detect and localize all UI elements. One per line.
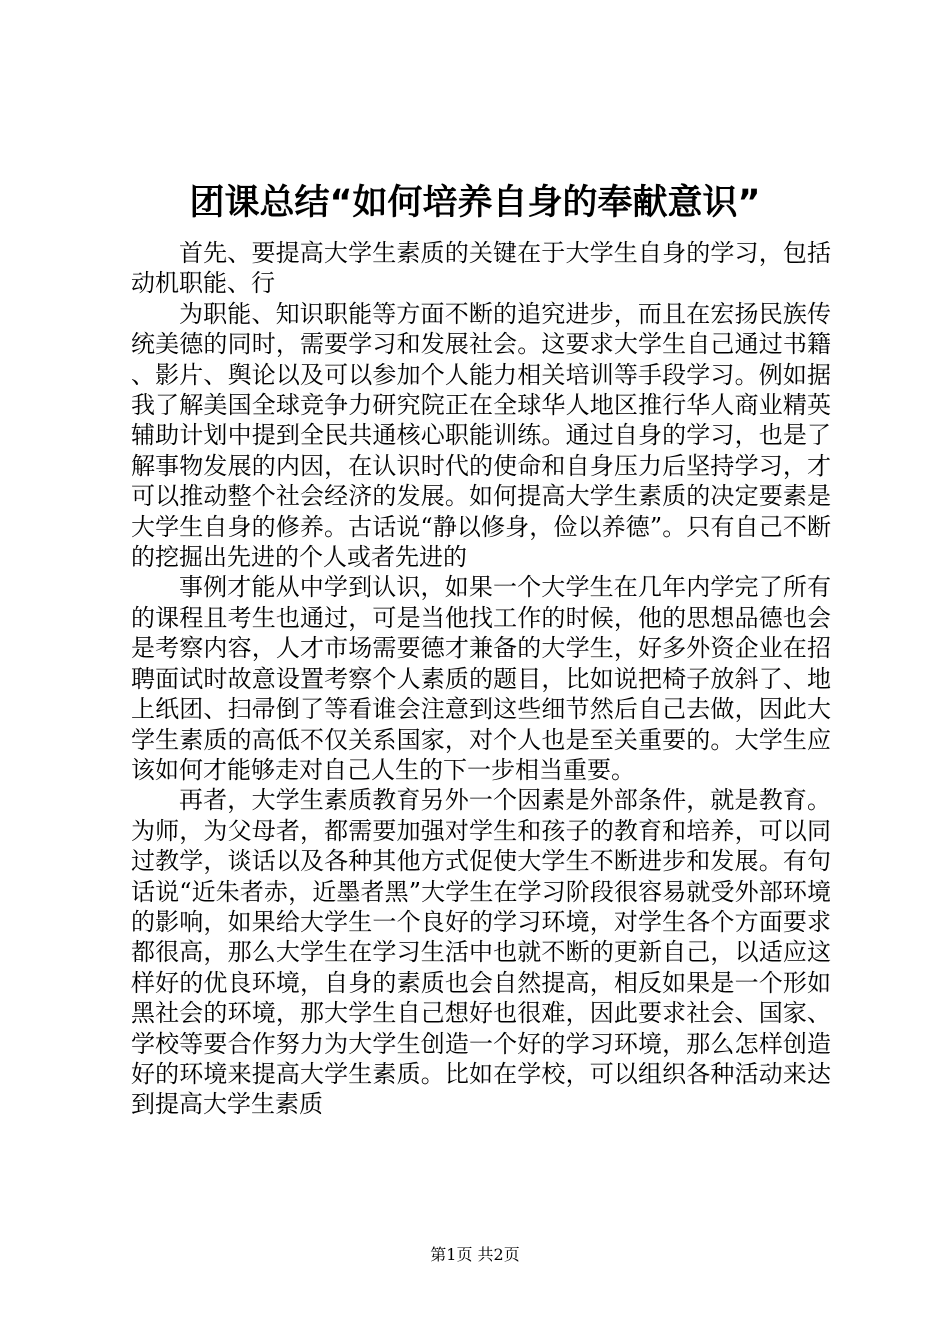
document-body bbox=[131, 238, 831, 1120]
document-title: 团课总结“如何培养自身的奉献意识” bbox=[189, 183, 761, 223]
page-footer: 第1页 共2页 bbox=[430, 1245, 520, 1264]
paragraph-4: 再者，大学生素质教育另外一个因素是外部条件，就是教育。为师，为父母者，都需要加强对学生和孩子的教育和培养，可以同过教学，谈话以及各种其他方式促使大学生不断进步和发展。有句话说“近朱者赤，近墨者黑”大学生在学习阶段很容易就受外部环境的影响，如果给大学生一个良好的学习环境，对学生各个方面要求都很高，那么大学生在学习生活中也就不断的更新自己，以适应这样好的优良环境，自身的素质也会自然提高，相反如果是一个形如黑社会的环境，那大学生自己想好也很难，因此要求社会、国家、学校等要合作努力为大学生创造一个好的学习环境，那么怎样创造好的环境来提高大学生素质。比如在学校，可以组织各种活动来达到提高大学生素质 bbox=[131, 786, 831, 1119]
paragraph-1: 首先、要提高大学生素质的关键在于大学生自身的学习，包括动机职能、行 bbox=[131, 239, 831, 298]
paragraph-2: 为职能、知识职能等方面不断的追究进步，而且在宏扬民族传统美德的同时，需要学习和发展社会。这要求大学生自己通过书籍、影片、舆论以及可以参加个人能力相关培训等手段学习。例如据我了解美国全球竞争力研究院正在全球华人地区推行华人商业精英辅助计划中提到全民共通核心职能训练。通过自身的学习，也是了解事物发展的内因，在认识时代的使命和自身压力后坚持学习，才可以推动整个社会经济的发展。如何提高大学生素质的决定要素是大学生自身的修养。古话说“静以修身，俭以养德”。只有自己不断的挖掘出先进的个人或者先进的 bbox=[131, 299, 831, 572]
paragraph-3: 事例才能从中学到认识，如果一个大学生在几年内学完了所有的课程且考生也通过，可是当他找工作的时候，他的思想品德也会是考察内容，人才市场需要德才兼备的大学生，好多外资企业在招聘面试时故意设置考察个人素质的题目，比如说把椅子放斜了、地上纸团、扫帚倒了等看谁会注意到这些细节然后自己去做，因此大学生素质的高低不仅关系国家，对个人也是至关重要的。大学生应该如何才能够走对自己人生的下一步相当重要。 bbox=[131, 573, 831, 784]
